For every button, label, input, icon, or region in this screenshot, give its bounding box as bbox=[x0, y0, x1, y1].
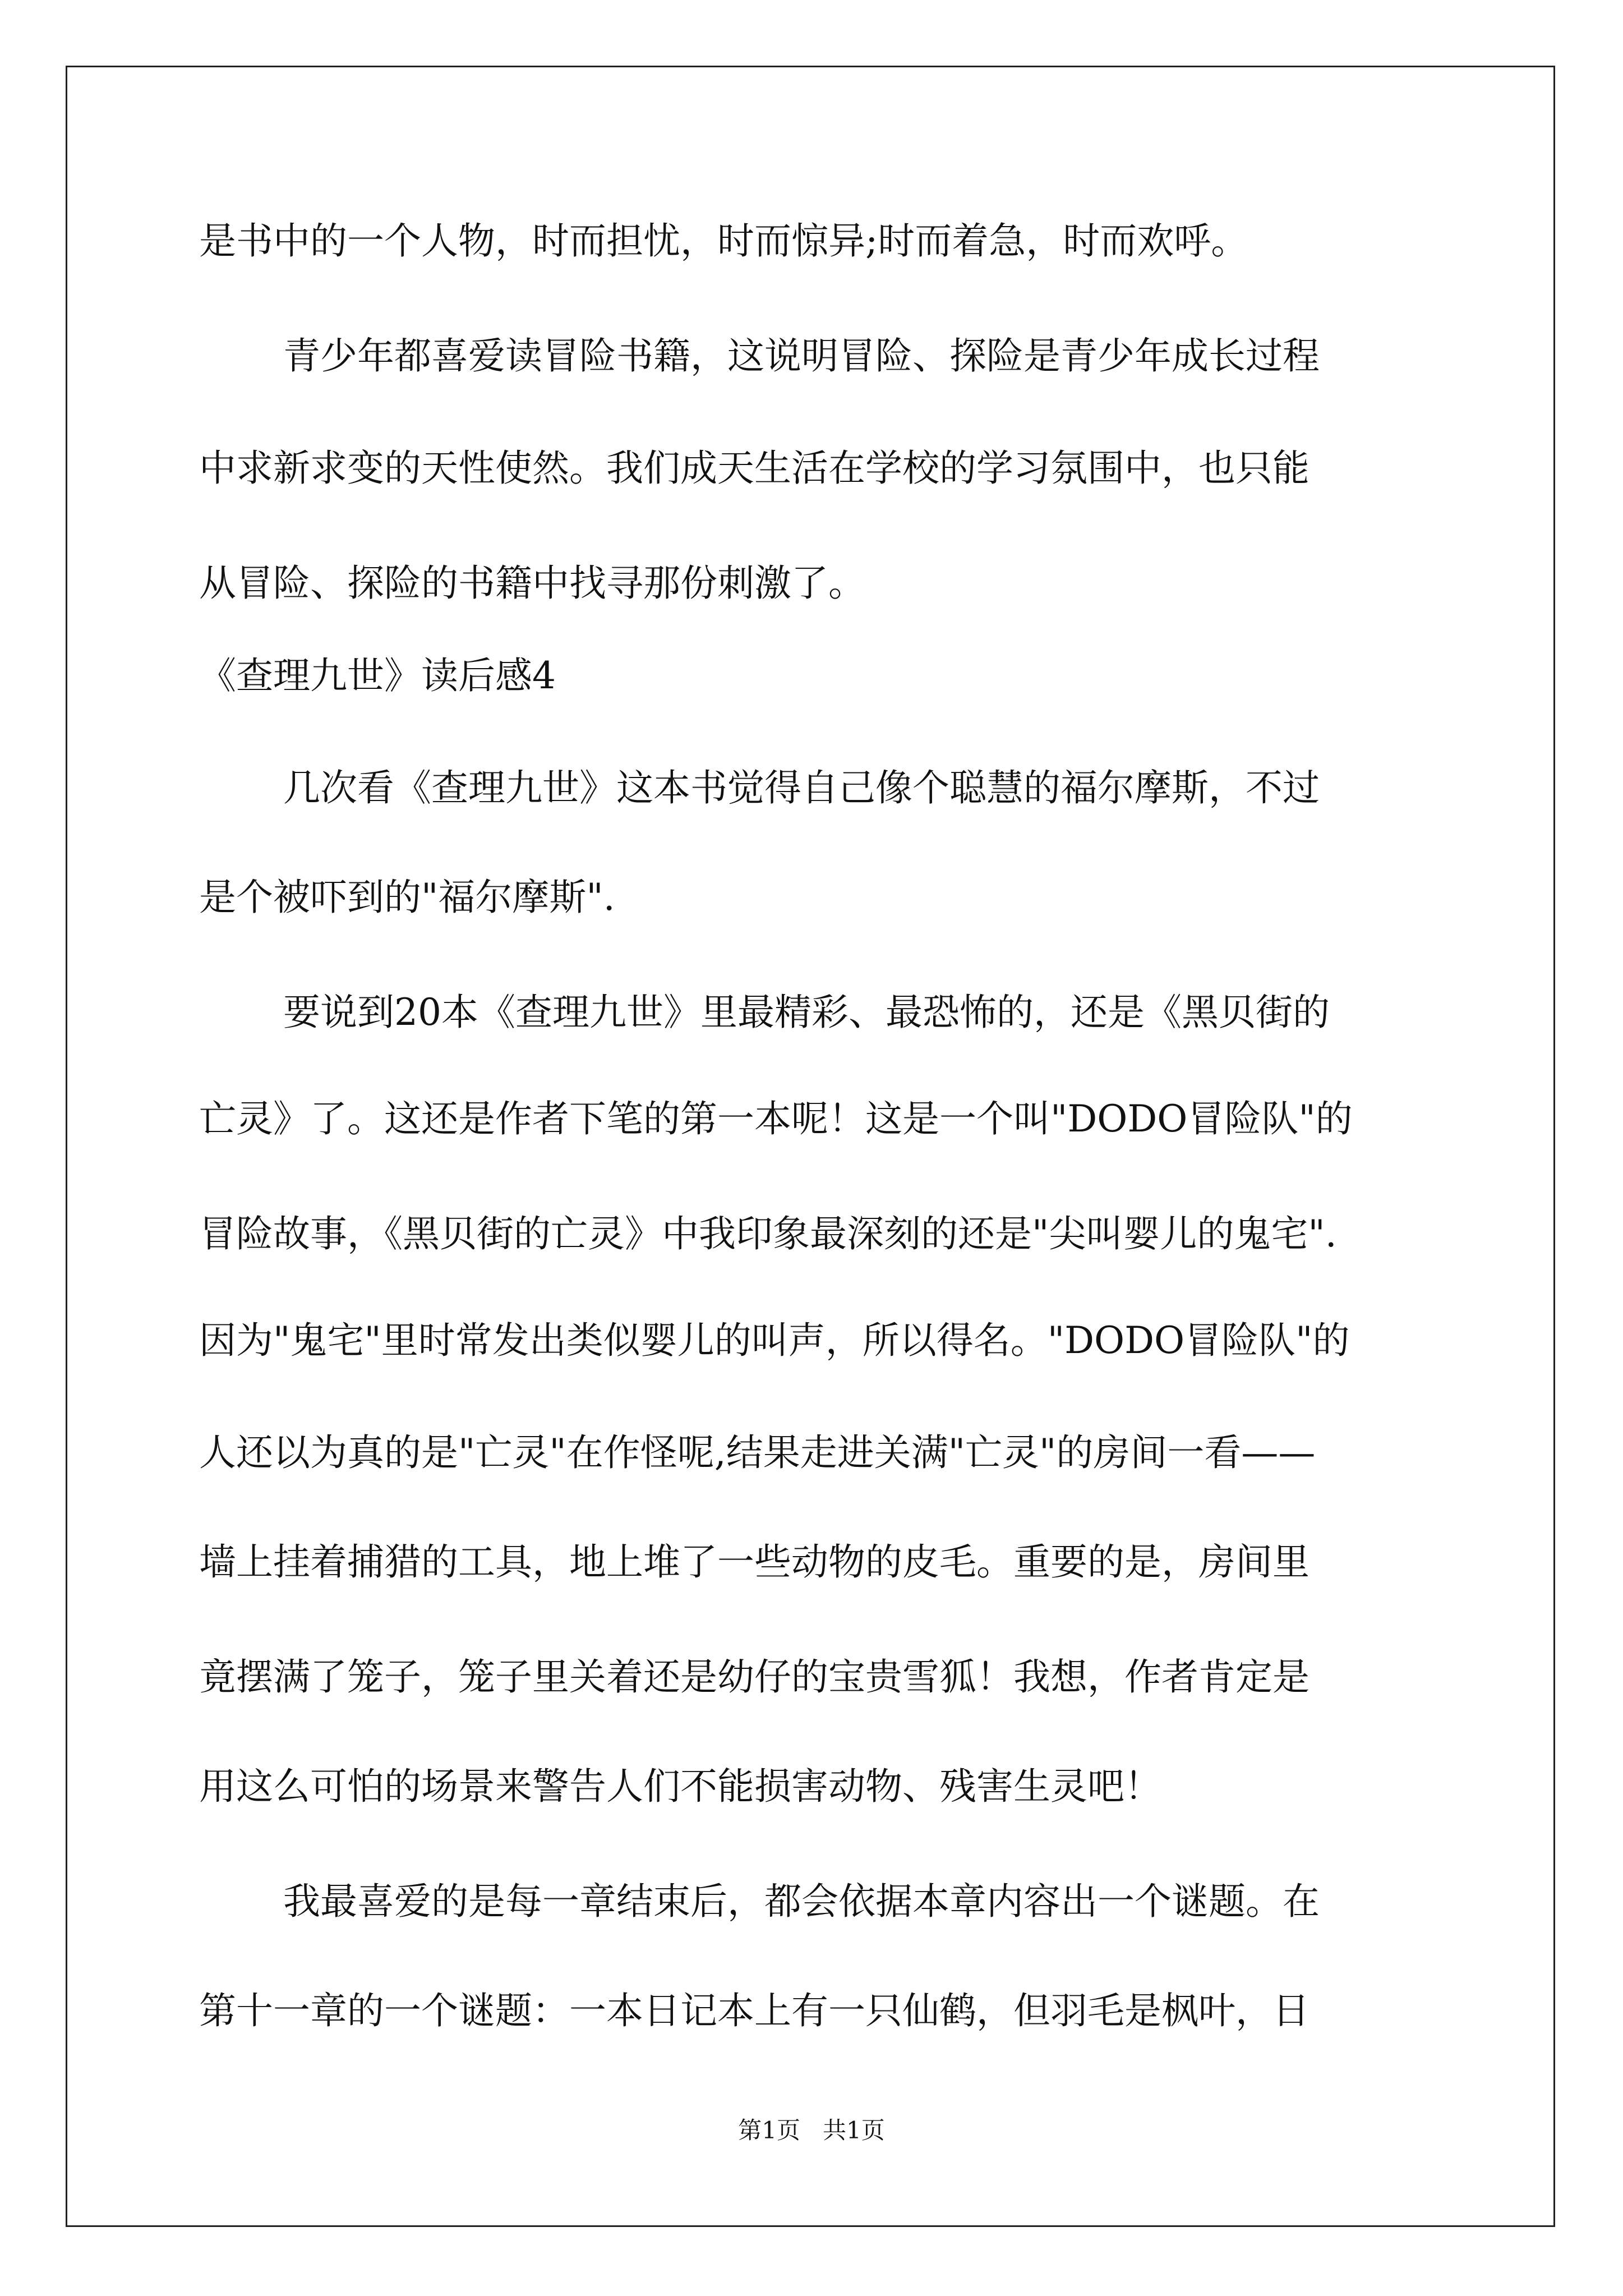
text-line-3: 中求新求变的天性使然。我们成天生活在学校的学习氛围中，也只能 bbox=[199, 447, 1310, 490]
text-line-14: 竟摆满了笼子，笼子里关着还是幼仔的宝贵雪狐！我想，作者肯定是 bbox=[199, 1655, 1310, 1699]
text-line-17: 第十一章的一个谜题：一本日记本上有一只仙鹤，但羽毛是枫叶，日 bbox=[199, 1989, 1310, 2032]
text-line-16: 我最喜爱的是每一章结束后，都会依据本章内容出一个谜题。在 bbox=[283, 1880, 1320, 1923]
page-total: 共1页 bbox=[823, 2116, 885, 2144]
text-line-11: 因为"鬼宅"里时常发出类似婴儿的叫声，所以得名。"DODO冒险队"的 bbox=[199, 1319, 1350, 1362]
text-line-7: 是个被吓到的"福尔摩斯". bbox=[199, 876, 615, 919]
page-current: 第1页 bbox=[738, 2116, 800, 2144]
text-line-8: 要说到20本《查理九世》里最精彩、最恐怖的，还是《黑贝街的 bbox=[283, 991, 1330, 1034]
text-line-6: 几次看《查理九世》这本书觉得自己像个聪慧的福尔摩斯，不过 bbox=[283, 766, 1320, 809]
text-line-2: 青少年都喜爱读冒险书籍，这说明冒险、探险是青少年成长过程 bbox=[283, 334, 1320, 378]
text-line-10: 冒险故事，《黑贝街的亡灵》中我印象最深刻的还是"尖叫婴儿的鬼宅". bbox=[199, 1212, 1337, 1255]
section-heading: 《查理九世》读后感4 bbox=[199, 654, 556, 697]
text-line-15: 用这么可怕的场景来警告人们不能损害动物、残害生灵吧！ bbox=[199, 1765, 1161, 1808]
text-line-12: 人还以为真的是"亡灵"在作怪呢,结果走进关满"亡灵"的房间一看—— bbox=[199, 1431, 1316, 1474]
text-line-4: 从冒险、探险的书籍中找寻那份刺激了。 bbox=[199, 562, 865, 605]
text-line-1: 是书中的一个人物，时而担忧，时而惊异;时而着急，时而欢呼。 bbox=[199, 219, 1248, 263]
text-line-13: 墙上挂着捕猎的工具，地上堆了一些动物的皮毛。重要的是，房间里 bbox=[199, 1540, 1310, 1584]
page-footer bbox=[0, 2115, 1623, 2146]
text-line-9: 亡灵》了。这还是作者下笔的第一本呢！这是一个叫"DODO冒险队"的 bbox=[199, 1097, 1353, 1140]
